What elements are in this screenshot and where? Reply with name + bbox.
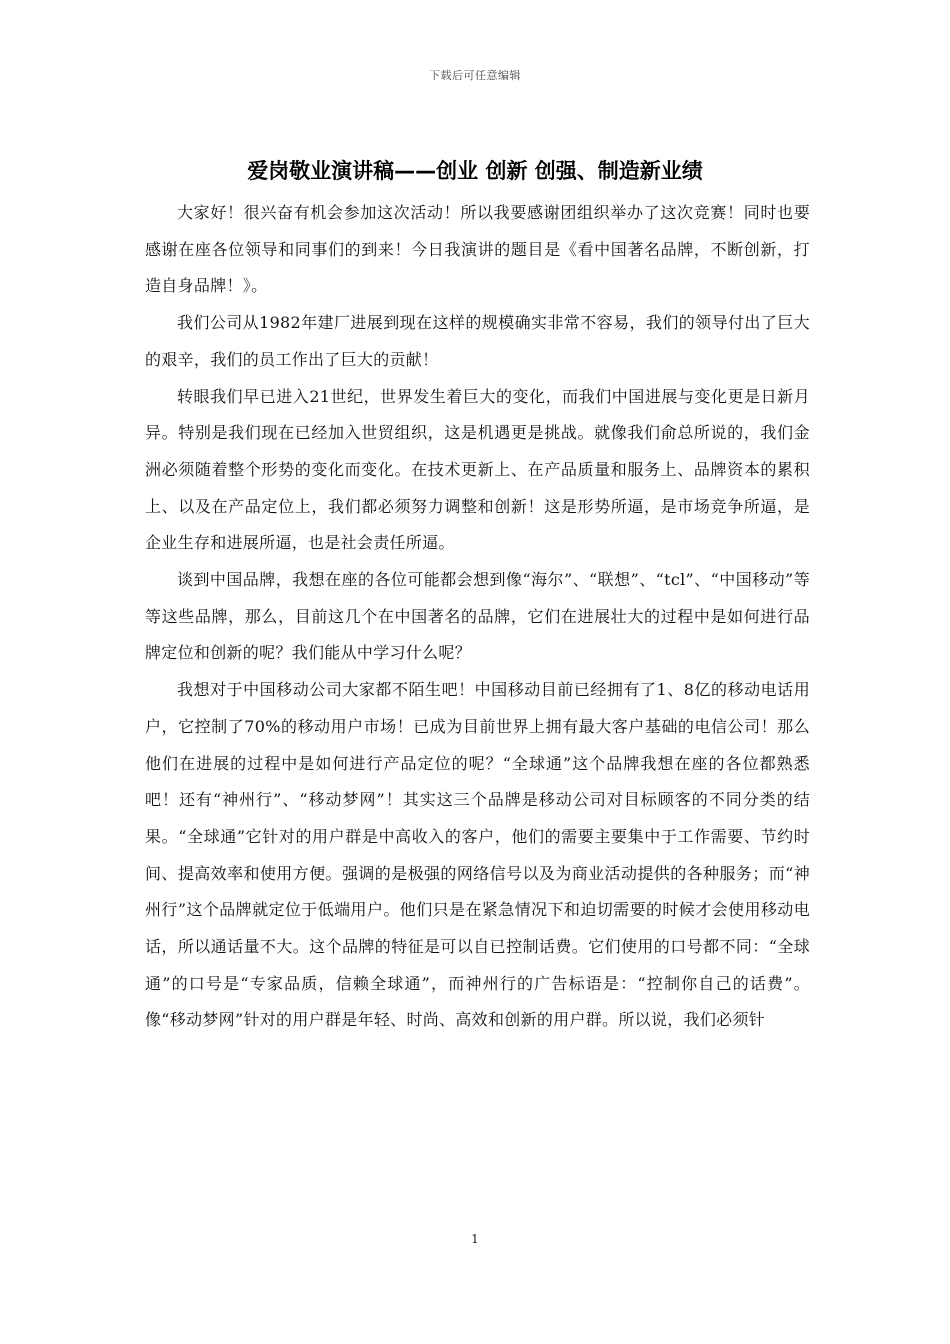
paragraph-greeting: 大家好！很兴奋有机会参加这次活动！所以我要感谢团组织举办了这次竞赛！同时也要感谢在座各位领导和同事们的到来！今日我演讲的题目是《看中国著名品牌，不断创新，打造自身品牌！》。 — [145, 203, 810, 296]
document-body — [145, 195, 810, 1039]
paragraph-21st-century: 转眼我们早已进入21世纪，世界发生着巨大的变化，而我们中国进展与变化更是日新月异。特别是我们现在已经加入世贸组织，这是机遇更是挑战。就像我们俞总所说的，我们金洲必须随着整个形势的变化而变化。在技术更新上、在产品质量和服务上、品牌资本的累积上、以及在产品定位上，我们都必须努力调整和创新！这是形势所逼，是市场竞争所逼，是企业生存和进展所逼，也是社会责任所逼。 — [145, 386, 810, 553]
page-number: 1 — [471, 1232, 479, 1246]
paragraph-chinese-brands: 谈到中国品牌，我想在座的各位可能都会想到像“海尔”、“联想”、“tcl”、“中国移动”等等这些品牌，那么，目前这几个在中国著名的品牌，它们在进展壮大的过程中是如何进行品牌定位和创新的呢？我们能从中学习什么呢？ — [145, 570, 810, 663]
paragraph-china-mobile: 我想对于中国移动公司大家都不陌生吧！中国移动目前已经拥有了1、8亿的移动电话用户，它控制了70%的移动用户市场！已成为目前世界上拥有最大客户基础的电信公司！那么他们在进展的过程中是如何进行产品定位的呢？“全球通”这个品牌我想在座的各位都熟悉吧！还有“神州行”、“移动梦网”！其实这三个品牌是移动公司对目标顾客的不同分类的结果。“全球通”它针对的用户群是中高收入的客户，他们的需要主要集中于工作需要、节约时间、提高效率和使用方便。强调的是极强的网络信号以及为商业活动提供的各种服务；而“神州行”这个品牌就定位于低端用户。他们只是在紧急情况下和迫切需要的时候才会使用移动电话，所以通话量不大。这个品牌的特征是可以自已控制话费。它们使用的口号都不同：“全球通”的口号是“专家品质，信赖全球通”，而神州行的广告标语是：“控制你自己的话费”。像“移动梦网”针对的用户群是年轻、时尚、高效和创新的用户群。所以说，我们必须针 — [145, 680, 810, 1030]
document-title: 爱岗敬业演讲稿——创业 创新 创强、制造新业绩 — [247, 159, 703, 183]
header-note: 下载后可任意编辑 — [429, 69, 521, 82]
paragraph-company-history: 我们公司从1982年建厂进展到现在这样的规模确实非常不容易，我们的领导付出了巨大的艰辛，我们的员工作出了巨大的贡献！ — [145, 313, 810, 369]
